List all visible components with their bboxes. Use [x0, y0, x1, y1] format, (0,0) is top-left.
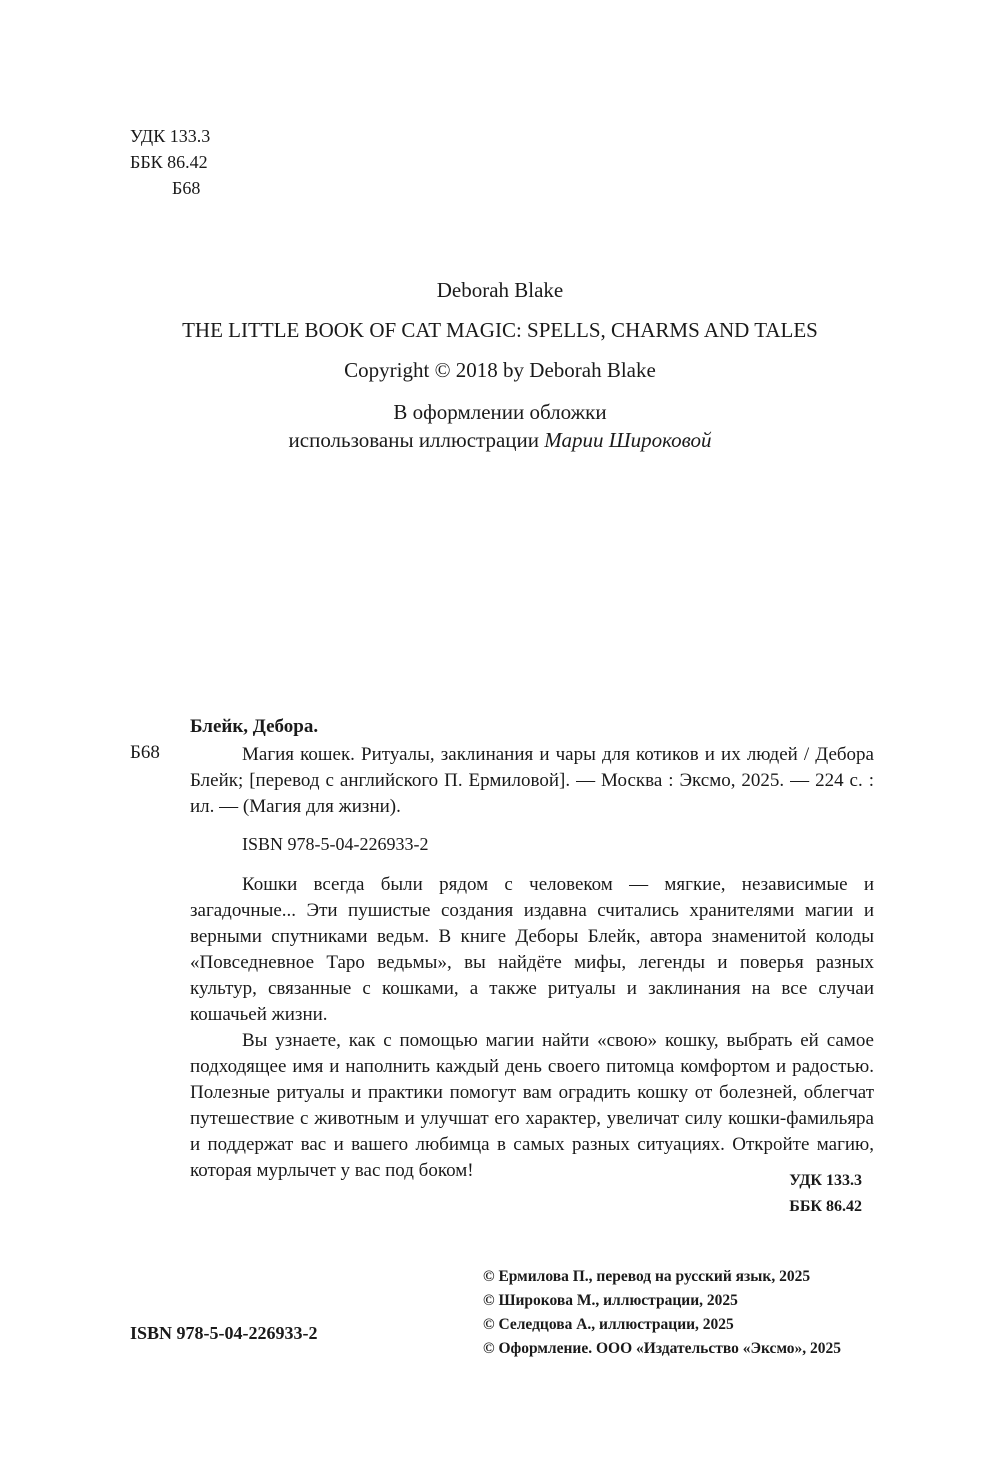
bbk-code: ББК 86.42: [130, 152, 208, 172]
copyright-notices: [483, 1265, 841, 1361]
copyright-translation: © Ермилова П., перевод на русский язык, 2025: [483, 1268, 811, 1285]
cover-credit-text: использованы иллюстрации: [288, 428, 545, 452]
record-author-mark: Б68: [130, 742, 160, 763]
bibliographic-description: Магия кошек. Ритуалы, заклинания и чары для котиков и их людей / Дебора Блейк; [перевод с английского П. Ермиловой]. — Москва : Эксмо, 2025. — 224 с. : ил. — (Магия для жизни).: [190, 744, 874, 817]
author-mark: Б68: [172, 178, 201, 198]
bbk-code-right: ББК 86.42: [789, 1198, 862, 1215]
record-author-heading: Блейк, Дебора.: [190, 716, 319, 737]
original-author: Deborah Blake: [436, 278, 564, 302]
udk-code: УДК 133.3: [130, 126, 211, 146]
annotation-paragraph-1: Кошки всегда были рядом с человеком — мягкие, независимые и загадочные... Эти пушистые создания издавна считались хранителями магии и верными спутниками ведьм. В книге Деборы Блейк, автора знаменитой колоды «Повседневное Таро ведьмы», вы найдёте мифы, легенды и поверья разных культур, связанные с кошками, а также ритуалы и заклинания на все случаи кошачьей жизни.: [190, 874, 874, 1025]
cover-illustrator: Марии Широковой: [544, 428, 712, 452]
isbn-bottom: ISBN 978-5-04-226933-2: [130, 1323, 318, 1343]
original-title: THE LITTLE BOOK OF CAT MAGIC: SPELLS, CHARMS AND TALES: [182, 318, 818, 342]
cover-credit: [0, 398, 1000, 454]
annotation: [190, 872, 874, 1184]
copyright-illustrations-1: © Широкова М., иллюстрации, 2025: [483, 1292, 738, 1309]
record-isbn: ISBN 978-5-04-226933-2: [242, 834, 429, 854]
copyright-illustrations-2: © Селедцова А., иллюстрации, 2025: [483, 1316, 734, 1333]
annotation-paragraph-2: Вы узнаете, как с помощью магии найти «свою» кошку, выбрать ей самое подходящее имя и наполнить каждый день своего питомца комфортом и радостью. Полезные ритуалы и практики помогут вам оградить кошку от болезней, облегчат путешествие с животным и улучшат его характер, увеличат силу кошки-фамильяра и поддержат вас и вашего любимца в самых разных ситуациях. Откройте магию, которая мурлычет у вас под боком!: [190, 1030, 874, 1181]
classification-codes: [130, 123, 210, 201]
classification-codes-right: [700, 1168, 862, 1220]
original-copyright: Copyright © 2018 by Deborah Blake: [344, 358, 656, 382]
copyright-design: © Оформление. ООО «Издательство «Эксмо», 2025: [483, 1340, 842, 1357]
cover-credit-line1: В оформлении обложки: [393, 400, 607, 424]
cover-credit-line2: [0, 426, 1000, 454]
udk-code-right: УДК 133.3: [789, 1172, 862, 1189]
